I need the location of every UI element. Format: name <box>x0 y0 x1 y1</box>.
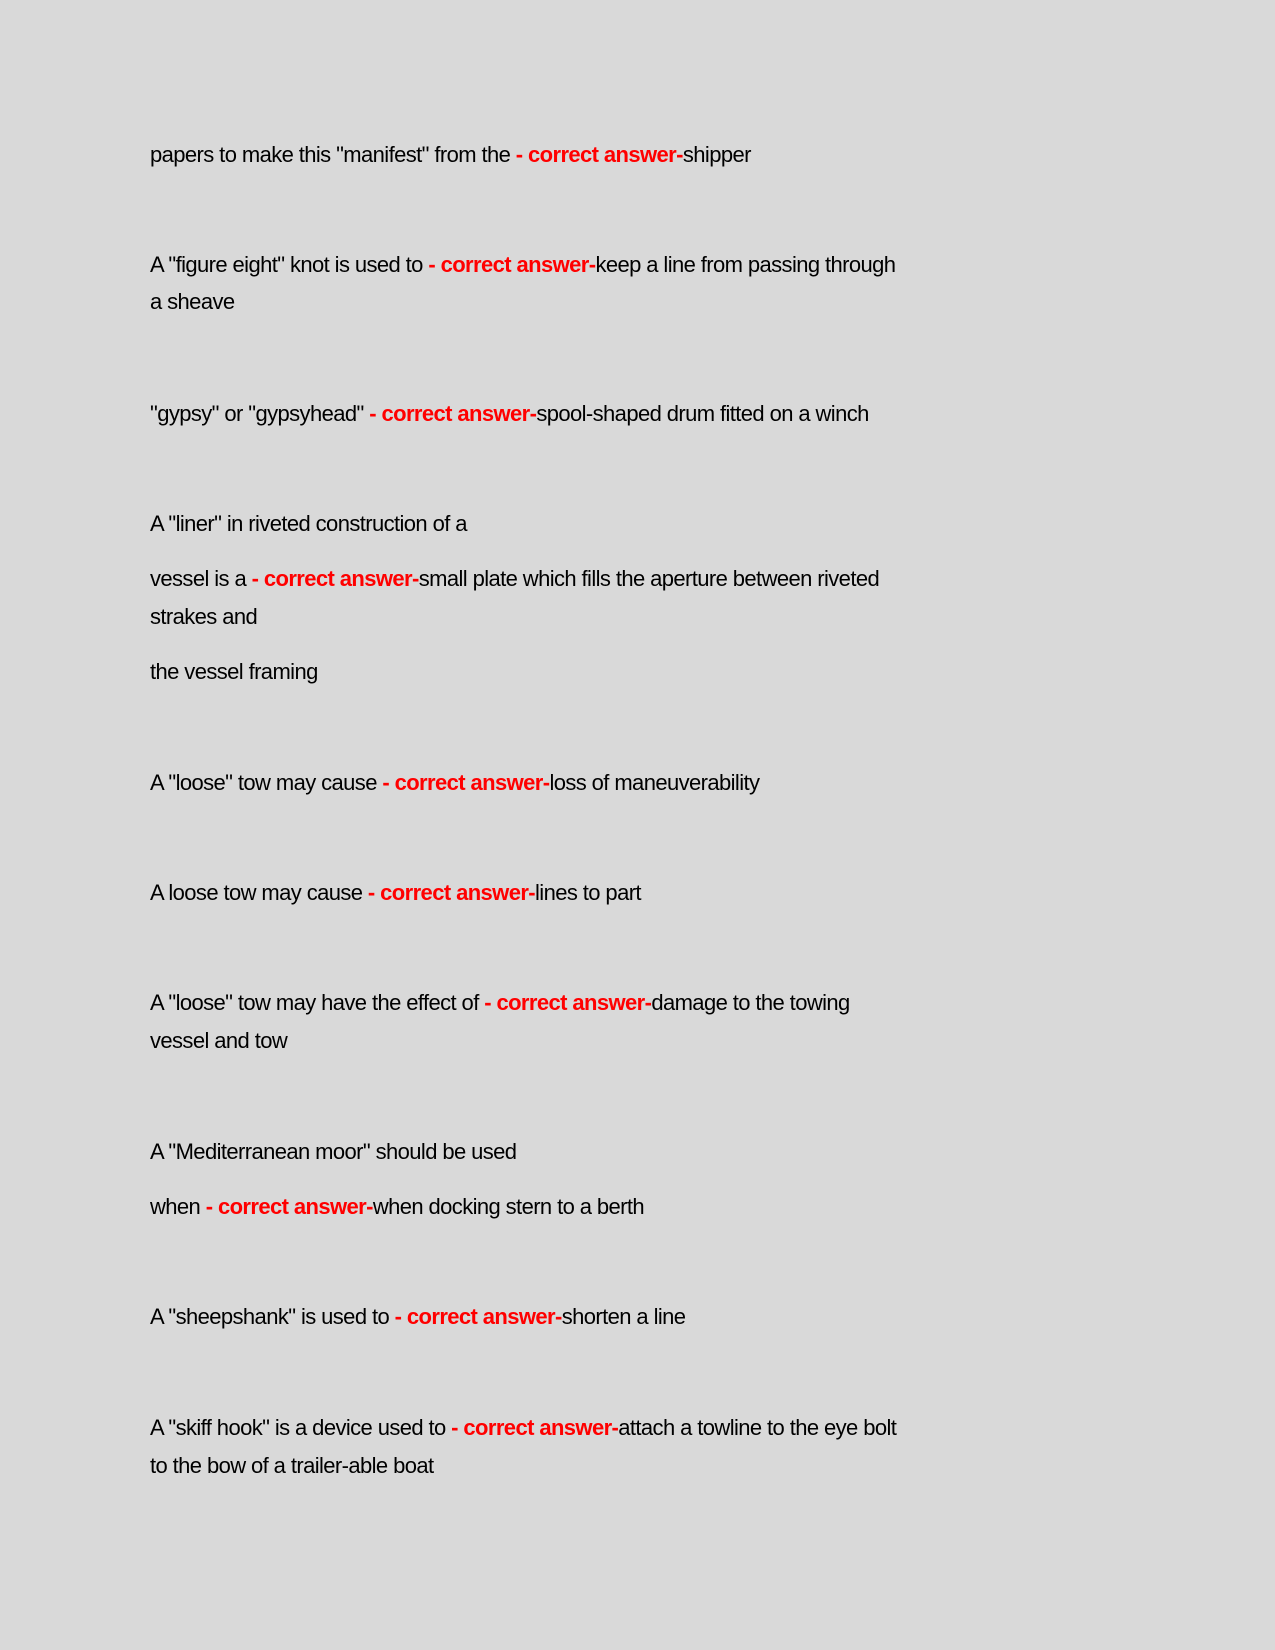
entry-line <box>150 1193 644 1221</box>
entry-line <box>150 603 257 631</box>
question-text: a sheave <box>150 289 235 314</box>
answer-text: lines to part <box>535 880 641 905</box>
question-text: the vessel framing <box>150 659 318 684</box>
entry-line <box>150 658 318 686</box>
entry-line <box>150 1414 896 1442</box>
answer-text: damage to the towing <box>651 990 850 1015</box>
entry-line <box>150 565 879 593</box>
correct-answer-marker: - correct answer- <box>515 142 683 167</box>
entry-line <box>150 989 850 1017</box>
correct-answer-marker: - correct answer- <box>484 990 652 1015</box>
entry-line <box>150 1452 434 1480</box>
question-text: A "sheepshank" is used to <box>150 1304 395 1329</box>
question-text: when <box>150 1194 206 1219</box>
entry-line <box>150 1303 685 1331</box>
correct-answer-marker: - correct answer- <box>428 252 596 277</box>
answer-text: loss of maneuverability <box>549 770 760 795</box>
correct-answer-marker: - correct answer- <box>394 1304 562 1329</box>
correct-answer-marker: - correct answer- <box>451 1415 619 1440</box>
answer-text: spool-shaped drum fitted on a winch <box>536 401 869 426</box>
question-text: papers to make this "manifest" from the <box>150 142 516 167</box>
entry-line <box>150 1027 287 1055</box>
entry-line <box>150 1138 516 1166</box>
answer-text: keep a line from passing through <box>595 252 896 277</box>
question-text: to the bow of a trailer-able boat <box>150 1453 434 1478</box>
question-text: vessel and tow <box>150 1028 288 1053</box>
question-text: A "loose" tow may have the effect of <box>150 990 485 1015</box>
correct-answer-marker: - correct answer- <box>251 566 419 591</box>
question-text: A loose tow may cause <box>150 880 368 905</box>
entry-line <box>150 141 751 169</box>
answer-text: shorten a line <box>561 1304 686 1329</box>
question-text: vessel is a <box>150 566 252 591</box>
question-text: A "loose" tow may cause <box>150 770 383 795</box>
question-text: A "Mediterranean moor" should be used <box>150 1139 517 1164</box>
correct-answer-marker: - correct answer- <box>369 401 537 426</box>
entry-line <box>150 400 869 428</box>
answer-text: attach a towline to the eye bolt <box>618 1415 897 1440</box>
entry-line <box>150 769 759 797</box>
question-text: "gypsy" or "gypsyhead" <box>150 401 370 426</box>
correct-answer-marker: - correct answer- <box>205 1194 373 1219</box>
entry-line <box>150 510 467 538</box>
correct-answer-marker: - correct answer- <box>382 770 550 795</box>
question-text: A "figure eight" knot is used to <box>150 252 429 277</box>
correct-answer-marker: - correct answer- <box>367 880 536 905</box>
entry-line <box>150 879 641 907</box>
entry-line <box>150 288 235 316</box>
answer-text: when docking stern to a berth <box>372 1194 645 1219</box>
entry-line <box>150 251 895 279</box>
answer-text: small plate which fills the aperture between riveted <box>418 566 880 591</box>
question-text: A "liner" in riveted construction of a <box>150 511 467 536</box>
question-text: A "skiff hook" is a device used to <box>150 1415 452 1440</box>
answer-text: shipper <box>682 142 751 167</box>
question-text: strakes and <box>150 604 258 629</box>
